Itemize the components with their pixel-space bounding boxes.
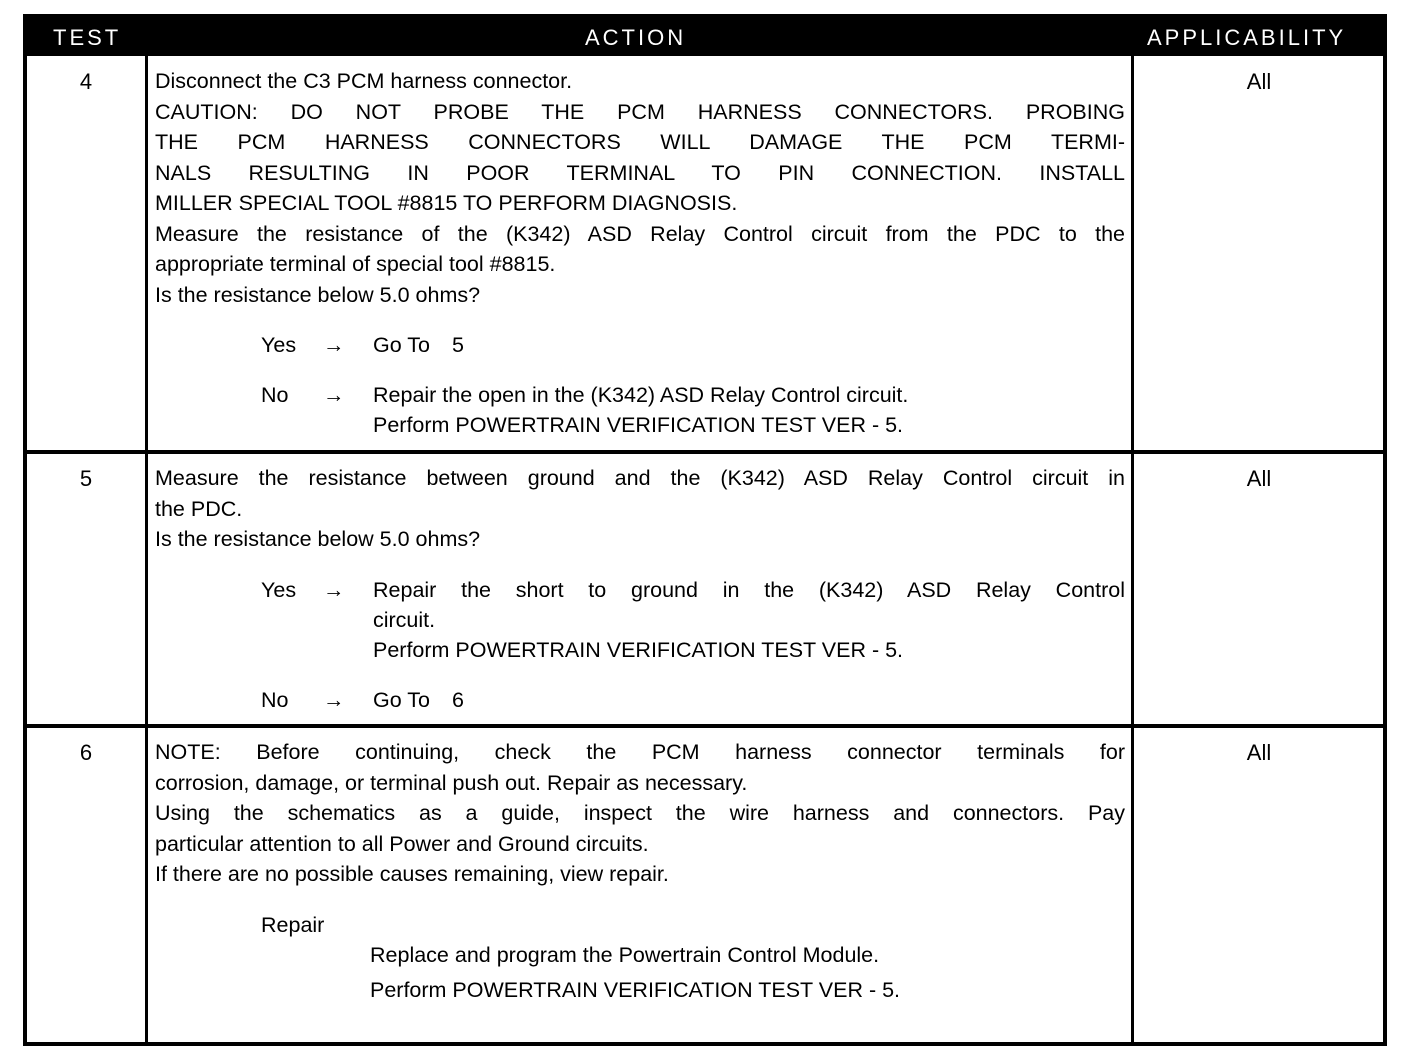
branch-line: Repair the open in the (K342) ASD Relay Control circuit. xyxy=(373,383,909,407)
row-divider xyxy=(27,450,1383,454)
goto-label: Go To xyxy=(373,687,430,712)
action-line: Using the schematics as a guide, inspect the wire harness and connectors. Pay xyxy=(155,801,1125,825)
action-line: Measure the resistance between ground and the (K342) ASD Relay Control circuit in xyxy=(155,466,1125,490)
repair-branch xyxy=(155,910,1125,940)
action-line: NOTE: Before continuing, check the PCM harness connector terminals for xyxy=(155,740,1125,764)
no-label: No xyxy=(261,687,289,712)
test-number: 4 xyxy=(79,69,93,94)
repair-label: Repair xyxy=(261,912,325,937)
branch-continuation xyxy=(155,605,1125,635)
arrow-icon: → xyxy=(323,687,345,712)
action-line: Measure the resistance of the (K342) ASD Relay Control circuit from the PDC to the xyxy=(155,221,1125,246)
column-divider-applicability xyxy=(1131,56,1134,1042)
branch-continuation xyxy=(155,410,1125,440)
column-divider-test xyxy=(145,56,148,1042)
action-line: CAUTION: DO NOT PROBE THE PCM HARNESS CONNECTORS. PROBING xyxy=(155,99,1125,124)
no-branch xyxy=(155,685,1125,715)
table-header xyxy=(27,18,1383,56)
header-action: ACTION xyxy=(585,25,687,50)
action-line: MILLER SPECIAL TOOL #8815 TO PERFORM DIAGNOSIS. xyxy=(155,191,738,215)
repair-step xyxy=(155,940,1125,975)
no-branch xyxy=(155,380,1125,410)
action-line: corrosion, damage, or terminal push out. Repair as necessary. xyxy=(155,770,748,795)
action-cell xyxy=(155,463,1125,715)
goto-step: 5 xyxy=(451,333,464,357)
action-line: Is the resistance below 5.0 ohms? xyxy=(155,282,481,307)
header-test: TEST xyxy=(53,25,122,50)
branch-line: circuit. xyxy=(373,607,436,632)
repair-step xyxy=(155,975,1125,1005)
action-line: the PDC. xyxy=(155,496,243,521)
branch-line: Perform POWERTRAIN VERIFICATION TEST VER - 5. xyxy=(370,977,901,1002)
action-cell xyxy=(155,66,1125,440)
arrow-icon: → xyxy=(323,577,345,602)
action-line: If there are no possible causes remaining, view repair. xyxy=(155,862,669,886)
diagnostic-test-table xyxy=(23,14,1387,1046)
test-number: 6 xyxy=(79,740,93,765)
action-line: THE PCM HARNESS CONNECTORS WILL DAMAGE THE PCM TERMI- xyxy=(155,130,1125,154)
action-line: particular attention to all Power and Ground circuits. xyxy=(155,831,649,856)
branch-line: Perform POWERTRAIN VERIFICATION TEST VER - 5. xyxy=(373,413,904,437)
goto-instruction xyxy=(373,330,1125,361)
arrow-icon: → xyxy=(323,383,345,407)
applicability-value: All xyxy=(1246,740,1272,765)
branch-line: Repair the short to ground in the (K342) ASD Relay Control xyxy=(373,577,1125,602)
goto-step: 6 xyxy=(451,687,464,712)
header-applicability: APPLICABILITY xyxy=(1147,25,1347,50)
no-label: No xyxy=(261,383,289,407)
row-divider xyxy=(27,724,1383,728)
yes-label: Yes xyxy=(261,577,297,602)
action-line: NALS RESULTING IN POOR TERMINAL TO PIN CONNECTION. INSTALL xyxy=(155,160,1125,185)
branch-continuation xyxy=(155,635,1125,665)
action-cell xyxy=(155,737,1125,1005)
action-line: Is the resistance below 5.0 ohms? xyxy=(155,527,481,551)
applicability-value: All xyxy=(1246,466,1272,491)
yes-branch xyxy=(155,330,1125,360)
goto-instruction xyxy=(373,685,1125,716)
test-number: 5 xyxy=(79,466,93,491)
arrow-icon: → xyxy=(323,333,345,357)
goto-label: Go To xyxy=(373,333,430,357)
branch-line: Replace and program the Powertrain Control Module. xyxy=(370,942,880,967)
yes-label: Yes xyxy=(261,333,297,357)
action-line: Disconnect the C3 PCM harness connector. xyxy=(155,69,573,93)
branch-line: Perform POWERTRAIN VERIFICATION TEST VER - 5. xyxy=(373,637,904,662)
applicability-value: All xyxy=(1246,69,1272,94)
yes-branch xyxy=(155,575,1125,605)
action-line: appropriate terminal of special tool #8815. xyxy=(155,252,556,276)
